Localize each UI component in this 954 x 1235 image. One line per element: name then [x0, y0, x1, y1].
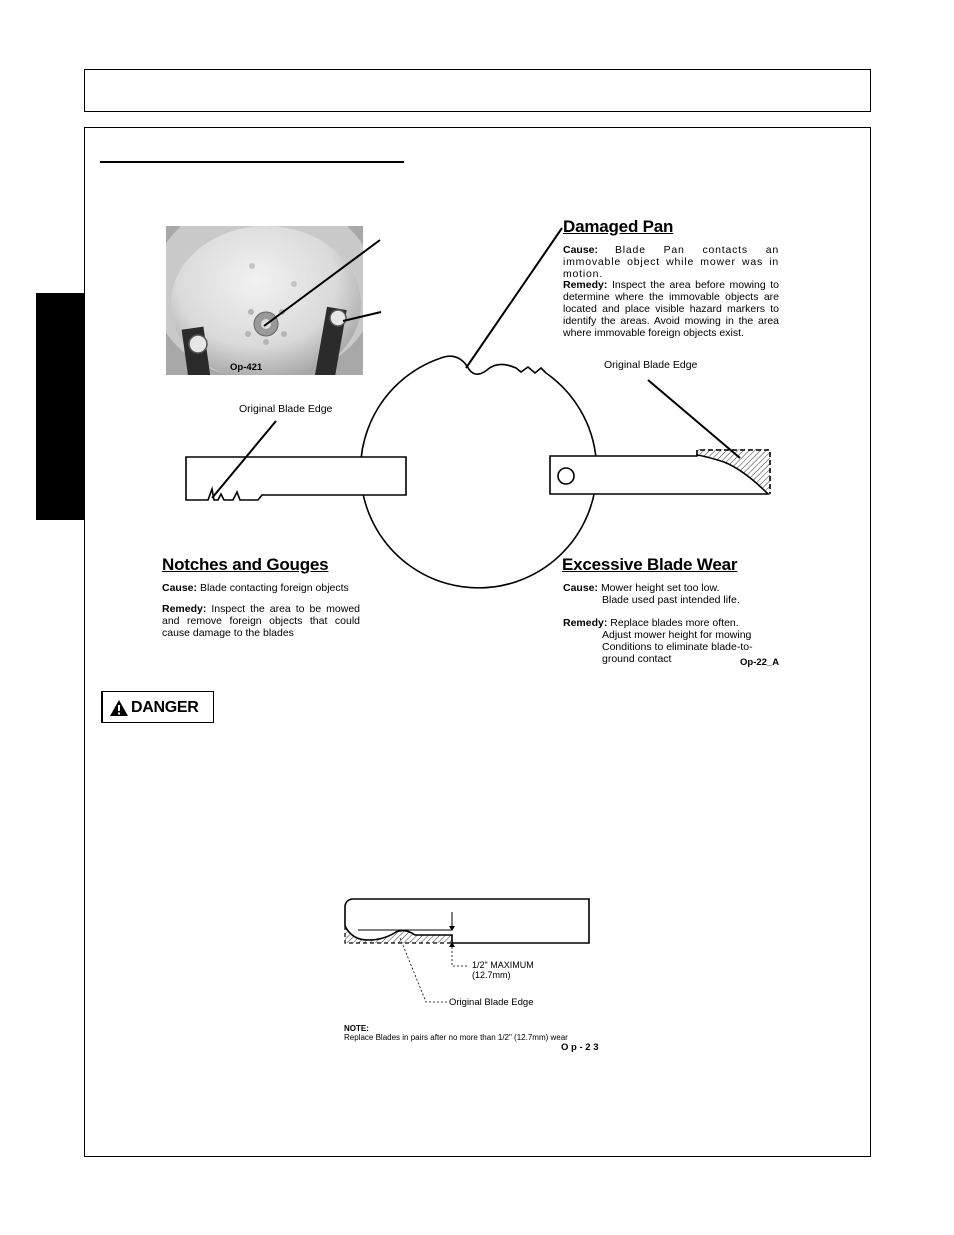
- damaged-pan-remedy: [563, 279, 779, 339]
- wear-remedy-text-4: ground contact: [602, 653, 672, 665]
- notches-remedy-label: Remedy:: [162, 603, 207, 615]
- wear-remedy-label: Remedy:: [563, 617, 608, 629]
- right-original-blade-edge-label: Original Blade Edge: [604, 359, 698, 371]
- wear-remedy-text-3: Conditions to eliminate blade-to-: [602, 641, 753, 653]
- wear-remedy-text-2: Adjust mower height for mowing: [602, 629, 752, 641]
- photo-code-label: Op-421: [230, 362, 263, 373]
- notches-cause: [162, 582, 362, 594]
- danger-label-text: DANGER: [131, 699, 199, 716]
- max-wear-label: [472, 960, 534, 980]
- damaged-pan-title: Damaged Pan: [563, 217, 674, 236]
- damaged-pan-cause: [563, 244, 779, 280]
- photo-leader-line-lower: [343, 312, 381, 321]
- notches-remedy: [162, 603, 360, 639]
- wear-note: [344, 1024, 568, 1042]
- damaged-pan-cause-label: Cause:: [563, 244, 599, 256]
- wear-remedy-text-1: Replace blades more often.: [610, 617, 739, 629]
- bottom-original-blade-edge-label: Original Blade Edge: [449, 997, 534, 1008]
- bottom-diagram-code: O p - 2 3: [561, 1042, 599, 1053]
- wear-cause-text-2: Blade used past intended life.: [602, 594, 740, 606]
- notches-cause-label: Cause:: [162, 582, 198, 594]
- blade-bolt-hole: [558, 468, 574, 484]
- max-wear-leader: [452, 947, 468, 966]
- wear-remedy-line1: [563, 617, 763, 629]
- notches-cause-text: Blade contacting foreign objects: [199, 582, 349, 594]
- wear-note-label: NOTE:: [344, 1024, 369, 1033]
- notches-title: Notches and Gouges: [162, 555, 329, 574]
- max-wear-line1: 1/2" MAXIMUM: [472, 960, 534, 970]
- damaged-pan-leader: [466, 228, 562, 368]
- wear-remedy: [563, 617, 763, 665]
- left-original-blade-edge-label: Original Blade Edge: [239, 403, 333, 415]
- wear-cause-label: Cause:: [563, 582, 599, 594]
- damaged-pan-cause-text: Blade Pan contacts an immovable object while mower was in motion.: [563, 244, 779, 280]
- wear-cause-text-1: Mower height set too low.: [600, 582, 720, 594]
- danger-label-box: [101, 691, 214, 723]
- top-diagram-code: Op-22_A: [740, 657, 780, 668]
- photo-leader-line-upper: [264, 240, 380, 326]
- wear-note-text: Replace Blades in pairs after no more than 1/2" (12.7mm) wear: [344, 1033, 568, 1042]
- wear-title: Excessive Blade Wear: [562, 555, 738, 574]
- notches-remedy-text: Inspect the area to be mowed and remove foreign objects that could cause damage to the blades: [162, 603, 360, 639]
- notched-blade: [186, 457, 406, 500]
- max-wear-blade: [345, 899, 589, 943]
- wear-cause-line1: [563, 582, 783, 594]
- bottom-edge-leader: [400, 938, 447, 1002]
- wear-cause: [563, 582, 783, 606]
- max-wear-line2: (12.7mm): [472, 970, 511, 980]
- damaged-pan-remedy-text: Inspect the area before mowing to determine where the immovable objects are located and place visible hazard markers to identify the areas. Avoid mowing in the area where immovable foreign objects exist.: [563, 279, 779, 339]
- warning-triangle-icon: [109, 699, 129, 717]
- wear-leader: [648, 380, 740, 458]
- damaged-pan-remedy-label: Remedy:: [563, 279, 608, 291]
